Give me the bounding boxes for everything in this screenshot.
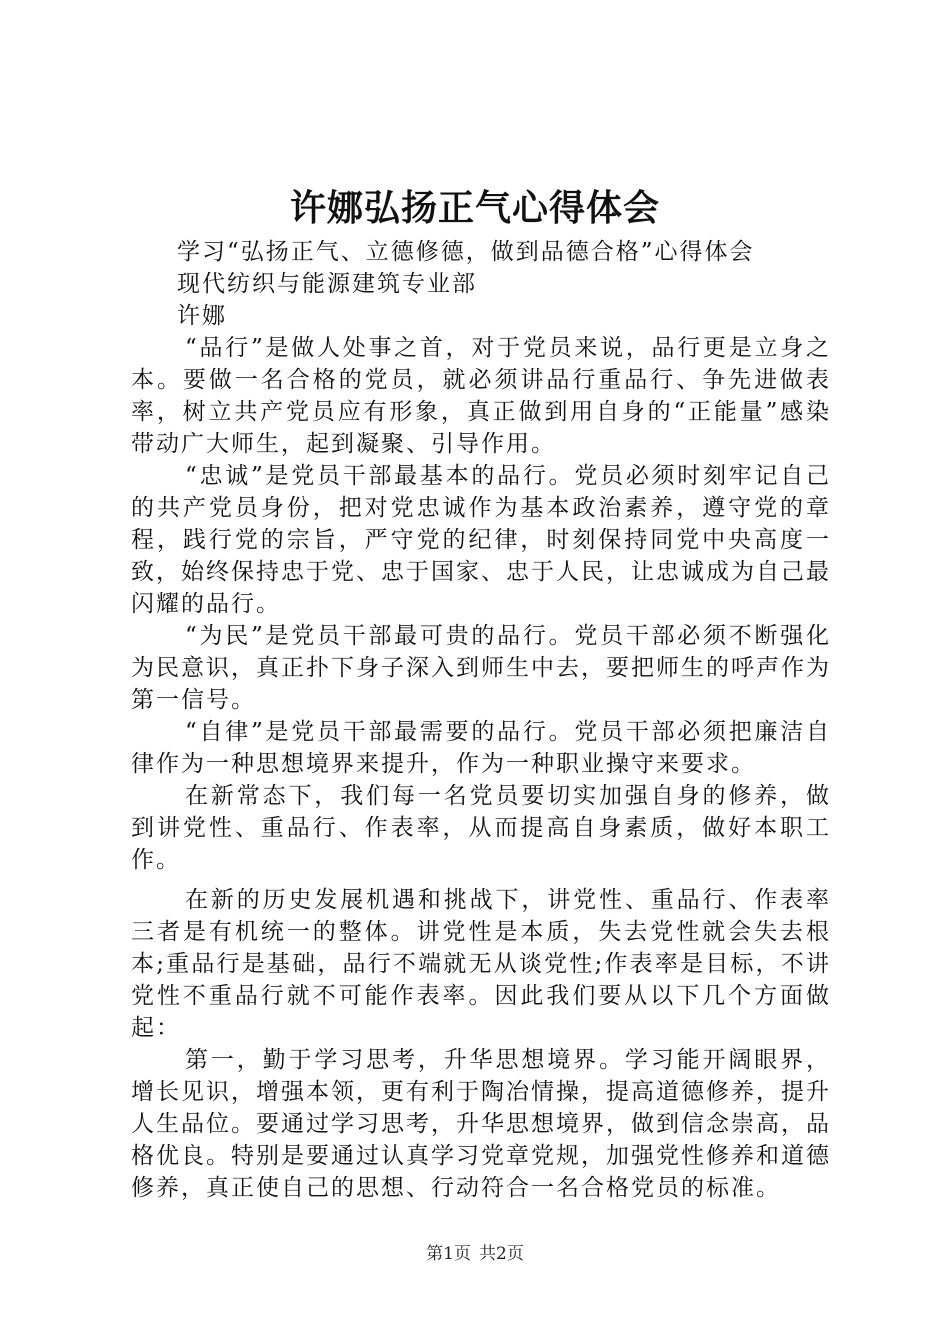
- author-line: 许娜: [177, 303, 227, 329]
- page-count: 共2页: [479, 1244, 524, 1264]
- department-line: 现代纺织与能源建筑专业部: [177, 271, 477, 297]
- paragraph: 第一，勤于学习思考，升华思想境界。学习能开阔眼界，增长见识，增强本领，更有利于陶冶情操，提高道德修养，提升人生品位。要通过学习思考，升华思想境界，做到信念崇高，品格优良。特别是要通过认真学习党章党规，加强党性修养和道德修养，真正使自己的思想、行动符合一名合格党员的标准。: [131, 1047, 831, 1201]
- paragraph: “忠诚”是党员干部最基本的品行。党员必须时刻牢记自己的共产党员身份，把对党忠诚作为基本政治素养，遵守党的章程，践行党的宗旨，严守党的纪律，时刻保持同党中央高度一致，始终保持忠于党、忠于国家、忠于人民，让忠诚成为自己最闪耀的品行。: [131, 463, 831, 617]
- paragraph: “为民”是党员干部最可贵的品行。党员干部必须不断强化为民意识，真正扑下身子深入到师生中去，要把师生的呼声作为第一信号。: [131, 623, 831, 713]
- paragraph: 在新常态下，我们每一名党员要切实加强自身的修养，做到讲党性、重品行、作表率，从而提高自身素质，做好本职工作。: [131, 783, 831, 873]
- page-number: 第1页: [426, 1244, 471, 1264]
- paragraph: “品行”是做人处事之首，对于党员来说，品行更是立身之本。要做一名合格的党员，就必须讲品行重品行、争先进做表率，树立共产党员应有形象，真正做到用自身的“正能量”感染带动广大师生，起到凝聚、引导作用。: [131, 335, 831, 457]
- paragraph: 在新的历史发展机遇和挑战下，讲党性、重品行、作表率三者是有机统一的整体。讲党性是本质，失去党性就会失去根本;重品行是基础，品行不端就无从谈党性;作表率是目标，不讲党性不重品行就不可能作表率。因此我们要从以下几个方面做起：: [131, 887, 831, 1041]
- document-body: [131, 236, 831, 1204]
- paragraph: “自律”是党员干部最需要的品行。党员干部必须把廉洁自律作为一种思想境界来提升，作为一种职业操守来要求。: [131, 719, 831, 777]
- document-title: 许娜弘扬正气心得体会: [289, 187, 660, 229]
- document-subtitle: 学习“弘扬正气、立德修德，做到品德合格”心得体会: [177, 239, 755, 265]
- page-footer: [0, 1242, 950, 1266]
